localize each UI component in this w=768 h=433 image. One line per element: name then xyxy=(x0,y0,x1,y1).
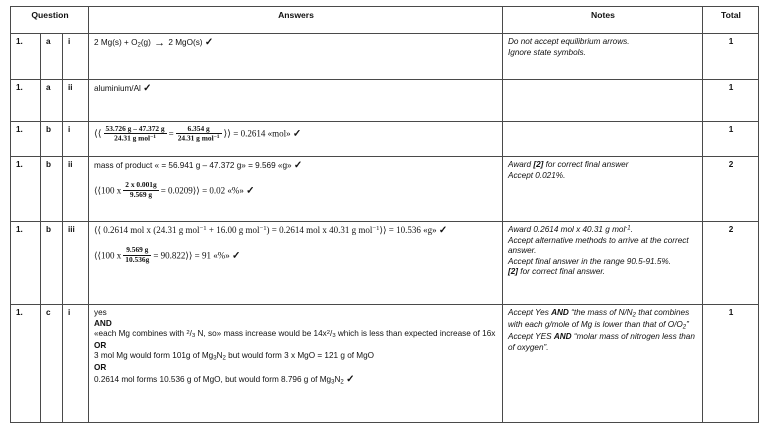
answer-text: 3 mol Mg would form 101g of Mg xyxy=(94,351,214,361)
answer-cell xyxy=(89,34,503,80)
note-text: Award 0.2614 mol x 40.31 g mol xyxy=(508,225,626,234)
bracket-open-100x: ⟨⟨100 x xyxy=(94,185,122,196)
table-row xyxy=(11,122,759,157)
subscript-3: 3 xyxy=(331,379,335,386)
equation-percentage-calculation xyxy=(94,182,244,200)
equation-reactants-text: 2 Mg(s) + O xyxy=(94,38,138,47)
header-row xyxy=(11,7,759,34)
equation-yield-percentage xyxy=(94,247,230,265)
table-row xyxy=(11,157,759,222)
question-subpart: ii xyxy=(63,157,89,222)
equation-open: ⟨⟨ 0.2614 mol x (24.31 g mol xyxy=(94,225,200,235)
answer-line xyxy=(94,37,498,50)
tick-icon: ✓ xyxy=(293,160,303,171)
superscript-minus-one: −1 xyxy=(199,225,207,233)
column-header-answers: Answers xyxy=(89,7,503,34)
answer-cell xyxy=(89,122,503,157)
subscript-2: 2 xyxy=(682,324,687,331)
notes-cell xyxy=(503,122,703,157)
answer-text: which is less than expected increase of 16x xyxy=(335,329,496,338)
note-line xyxy=(508,332,698,353)
fraction-yield xyxy=(123,246,151,264)
note-line xyxy=(508,267,698,278)
answer-text: «each Mg combines with xyxy=(94,329,187,338)
bracket-open: ⟨⟨ xyxy=(94,128,102,140)
fraction-numerator: 2 xyxy=(186,329,190,336)
fraction-mass xyxy=(123,181,158,199)
question-part: c xyxy=(41,305,63,423)
answer-line-explanation xyxy=(94,329,498,341)
note-line: Accept final answer in the range 90.5-91.5%. xyxy=(508,256,671,266)
fraction-numerator: 2 xyxy=(326,329,331,336)
bracket-close: ⟩⟩ xyxy=(223,128,231,140)
table-header xyxy=(11,7,759,34)
note-text: “molar mass of nitrogen less than of oxygen”. xyxy=(508,332,695,352)
table-row xyxy=(11,34,759,80)
notes-cell xyxy=(503,305,703,423)
note-mark-token: [2] xyxy=(508,267,519,276)
answer-cell xyxy=(89,80,503,122)
total-marks: 2 xyxy=(703,222,759,305)
equation-mole-calculation xyxy=(94,125,291,144)
note-line: Accept 0.021%. xyxy=(508,170,566,180)
equation-products-text: 2 MgO(s) xyxy=(168,38,203,47)
answer-text: aluminium/Al xyxy=(94,84,141,93)
tick-icon: ✓ xyxy=(346,373,355,385)
question-number: 1. xyxy=(11,305,41,423)
fraction-two-thirds: $^2/_3$ xyxy=(326,329,336,340)
equation-result: = 0.02 xyxy=(202,185,226,196)
note-line: Ignore state symbols. xyxy=(508,47,586,57)
denominator-text: 24.31 g mol xyxy=(114,133,151,143)
tick-icon: ✓ xyxy=(143,83,152,94)
note-text: ” xyxy=(686,320,689,330)
equation-unit: «%» xyxy=(227,185,244,196)
notes-cell xyxy=(503,80,703,122)
question-part: b xyxy=(41,122,63,157)
answer-cell xyxy=(89,305,503,423)
question-number: 1. xyxy=(11,80,41,122)
total-marks: 1 xyxy=(703,34,759,80)
answer-line-mass-of-product xyxy=(94,160,498,173)
superscript-minus-one: −1 xyxy=(150,134,156,141)
equation-close: ⟩⟩ = xyxy=(379,225,394,235)
answer-line-alt-1 xyxy=(94,351,498,363)
tick-icon: ✓ xyxy=(204,37,214,48)
note-text: that combines with each g/mole of Mg is lower than that of O/O xyxy=(508,308,690,330)
note-line: Accept alternative methods to arrive at the correct answer. xyxy=(508,235,689,255)
answer-text: mass of product « = 56.941 g – 47.372 g» = 9.569 «g» xyxy=(94,161,292,170)
question-part: a xyxy=(41,34,63,80)
question-part: b xyxy=(41,157,63,222)
denominator-text: 24.31 g mol xyxy=(177,133,214,143)
fraction-denominator xyxy=(104,134,167,143)
total-marks: 1 xyxy=(703,80,759,122)
fraction-denominator xyxy=(176,134,222,143)
reaction-arrow-icon: → xyxy=(154,36,166,49)
note-text: for correct final answer xyxy=(543,160,629,169)
notes-cell xyxy=(503,222,703,305)
question-number: 1. xyxy=(11,122,41,157)
superscript-minus-one: -1 xyxy=(625,225,631,232)
subscript-2: 2 xyxy=(340,379,344,386)
equation-molar-mass xyxy=(94,225,447,238)
answer-line-yes: yes xyxy=(94,308,107,317)
answer-line xyxy=(94,83,498,96)
total-marks: 1 xyxy=(703,305,759,423)
fraction-denominator: 10.536g xyxy=(125,255,150,265)
superscript-minus-one: −1 xyxy=(372,225,380,233)
note-text: for correct final answer. xyxy=(518,267,606,276)
table-body xyxy=(11,34,759,423)
fraction-second xyxy=(176,125,222,144)
question-subpart: i xyxy=(63,34,89,80)
table-row xyxy=(11,222,759,305)
superscript-minus-one: −1 xyxy=(259,225,267,233)
question-subpart: i xyxy=(63,122,89,157)
tick-icon: ✓ xyxy=(292,128,302,140)
note-connector-and: AND xyxy=(553,332,572,342)
table-row xyxy=(11,305,759,423)
mark-scheme-table xyxy=(10,6,759,423)
bracket-open-100x: ⟨⟨100 x xyxy=(94,250,122,261)
question-number: 1. xyxy=(11,222,41,305)
fraction-numerator: 2 x 0.001g xyxy=(125,180,157,190)
answer-connector-and: AND xyxy=(94,318,112,328)
answer-connector-or: OR xyxy=(94,340,107,350)
subscript-2: 2 xyxy=(137,42,141,49)
note-line: Do not accept equilibrium arrows. xyxy=(508,37,630,46)
column-header-total: Total xyxy=(703,7,759,34)
equation-mid: = 0.0209⟩⟩ xyxy=(160,185,200,196)
table-row xyxy=(11,80,759,122)
note-text: Award xyxy=(508,160,534,169)
question-part: b xyxy=(41,222,63,305)
subscript-2: 2 xyxy=(632,312,636,319)
equation-mid-2: ) = 0.2614 mol x 40.31 g mol xyxy=(266,225,373,235)
tick-icon: ✓ xyxy=(438,225,448,236)
question-number: 1. xyxy=(11,157,41,222)
fraction-denominator: 3 xyxy=(191,333,196,340)
notes-cell xyxy=(503,34,703,80)
note-text: Accept YES xyxy=(508,332,554,342)
answer-text: N, so» mass increase would be 14x xyxy=(195,329,327,338)
answer-line-alt-2 xyxy=(94,374,498,387)
equation-unit: «%» xyxy=(213,250,230,261)
equation-state-g: (g) xyxy=(140,38,151,47)
tick-icon: ✓ xyxy=(232,250,241,262)
total-marks: 1 xyxy=(703,122,759,157)
answer-cell xyxy=(89,157,503,222)
note-mark-token: [2] xyxy=(533,160,544,169)
equals-sign: = xyxy=(168,128,174,139)
note-text: “the mass of N/N xyxy=(568,308,633,317)
fraction-numerator: 6.354 g xyxy=(176,125,222,135)
note-line xyxy=(508,225,698,236)
subscript-3: 3 xyxy=(213,355,217,362)
tick-icon: ✓ xyxy=(246,185,255,197)
fraction-numerator: 9.569 g xyxy=(123,246,151,256)
answer-text: but would form 3 x MgO = 121 g of MgO xyxy=(225,351,375,361)
answer-connector-or: OR xyxy=(94,363,107,373)
notes-cell xyxy=(503,157,703,222)
note-text: . xyxy=(630,225,633,234)
equation-unit: «mol» xyxy=(267,128,291,139)
fraction-two-thirds: $^2/_3$ xyxy=(186,329,196,340)
column-header-notes: Notes xyxy=(503,7,703,34)
fraction-denominator: 9.569 g xyxy=(129,190,153,200)
fraction-numerator: 53.726 g – 47.372 g xyxy=(105,123,165,133)
note-line xyxy=(508,308,698,332)
answer-text: 0.2614 mol forms 10.536 g of MgO, but would form 8.796 g of Mg xyxy=(94,374,332,384)
question-subpart: i xyxy=(63,305,89,423)
answer-cell xyxy=(89,222,503,305)
question-part: a xyxy=(41,80,63,122)
answer-text: N xyxy=(216,351,223,361)
equation-mid-1: + 16.00 g mol xyxy=(206,225,260,235)
question-subpart: iii xyxy=(63,222,89,305)
note-connector-and: AND xyxy=(551,308,569,317)
note-text: Accept Yes xyxy=(508,308,552,317)
subscript-2: 2 xyxy=(222,355,226,362)
question-number: 1. xyxy=(11,34,41,80)
answer-text: N xyxy=(334,374,341,384)
equation-result: = 0.2614 xyxy=(233,128,266,139)
fraction-denominator: 3 xyxy=(332,333,336,340)
total-marks: 2 xyxy=(703,157,759,222)
equation-mid: = 90.822⟩⟩ = 91 xyxy=(153,250,211,261)
column-header-question: Question xyxy=(11,7,89,34)
fraction-first xyxy=(104,125,167,144)
superscript-minus-one: −1 xyxy=(213,134,220,141)
equation-result: 10.536 «g» xyxy=(396,225,437,235)
note-line xyxy=(508,160,698,171)
question-subpart: ii xyxy=(63,80,89,122)
line-spacer xyxy=(94,238,498,247)
